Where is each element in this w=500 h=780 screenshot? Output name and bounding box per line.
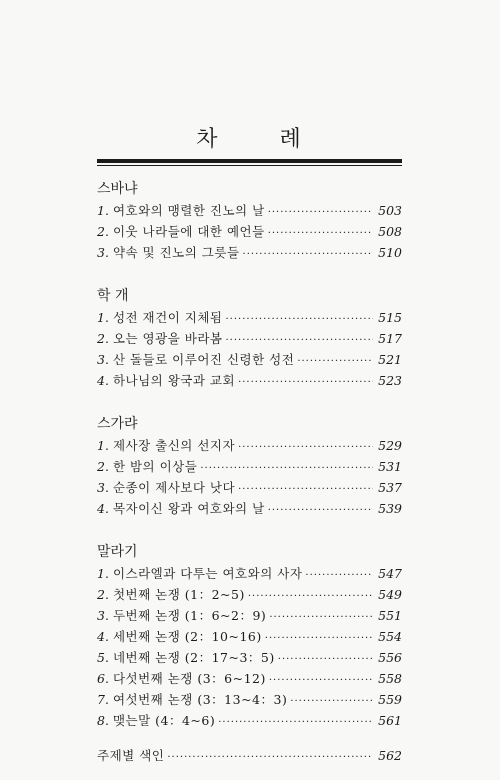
- dot-leader: [269, 670, 373, 691]
- entry-label: 제사장 출신의 선지자: [112, 438, 236, 453]
- dot-leader: [200, 458, 373, 479]
- entry-number: 4.: [97, 373, 109, 388]
- entry-page-number: 547: [378, 566, 402, 581]
- dot-leader: [278, 649, 373, 670]
- entry-page-number: 556: [378, 650, 402, 665]
- entry-number: 1.: [97, 438, 109, 453]
- toc-entry[interactable]: [97, 456, 402, 477]
- entry-page-number: 554: [378, 629, 402, 644]
- entry-page-number: 537: [378, 480, 402, 495]
- entry-number: 1.: [97, 203, 109, 218]
- entry-number: 3.: [97, 245, 109, 260]
- entry-label: 하나님의 왕국과 교회: [112, 373, 236, 388]
- entry-page-number: 510: [378, 245, 402, 260]
- toc-entry[interactable]: [97, 605, 402, 626]
- dot-leader: [290, 691, 373, 712]
- toc-entry[interactable]: [97, 307, 402, 328]
- toc-entry[interactable]: [97, 477, 402, 498]
- toc-section: [97, 541, 402, 731]
- toc-entry[interactable]: [97, 200, 402, 221]
- entry-label: 성전 재건이 지체됨: [112, 310, 223, 325]
- toc-entry[interactable]: [97, 328, 402, 349]
- entry-label: 맺는말 (4：4~6): [112, 713, 216, 728]
- toc-entry[interactable]: [97, 435, 402, 456]
- dot-leader: [226, 309, 374, 330]
- entry-page-number: 521: [378, 352, 402, 367]
- entry-label: 두번째 논쟁 (1：6~2：9): [112, 608, 267, 623]
- dot-leader: [167, 747, 373, 768]
- entry-number: 1.: [97, 566, 109, 581]
- entry-number: 4.: [97, 629, 109, 644]
- entry-label: 약속 및 진노의 그릇들: [112, 245, 240, 260]
- entry-number: 2.: [97, 459, 109, 474]
- title-rule-thin: [97, 165, 402, 166]
- entry-page-number: 551: [378, 608, 402, 623]
- dot-leader: [238, 372, 373, 393]
- entry-page-number: 517: [378, 331, 402, 346]
- entry-label: 산 돌들로 이루어진 신령한 성전: [112, 352, 295, 367]
- toc-entry[interactable]: [97, 498, 402, 519]
- toc-entry[interactable]: [97, 647, 402, 668]
- entry-page-number: 539: [378, 501, 402, 516]
- entry-number: 7.: [97, 692, 109, 707]
- toc-index-entry[interactable]: [97, 745, 402, 766]
- dot-leader: [226, 330, 374, 351]
- section-spacer: [97, 391, 402, 413]
- entry-label: 이웃 나라들에 대한 예언들: [112, 224, 265, 239]
- index-label: 주제별 색인: [97, 748, 165, 763]
- entry-number: 3.: [97, 608, 109, 623]
- entry-label: 첫번째 논쟁 (1：2~5): [112, 587, 245, 602]
- section-heading: 스가랴: [97, 416, 138, 432]
- dot-leader: [268, 500, 373, 521]
- table-of-contents: [97, 178, 402, 766]
- entry-number: 2.: [97, 331, 109, 346]
- dot-leader: [297, 351, 373, 372]
- dot-leader: [268, 202, 373, 223]
- entry-number: 1.: [97, 310, 109, 325]
- entry-page-number: 561: [378, 713, 402, 728]
- toc-entry[interactable]: [97, 370, 402, 391]
- toc-entry[interactable]: [97, 668, 402, 689]
- toc-section: [97, 413, 402, 519]
- title-rule-thick: [97, 159, 402, 163]
- entry-label: 한 밤의 이상들: [112, 459, 198, 474]
- entry-label: 목자이신 왕과 여호와의 날: [112, 501, 265, 516]
- entry-page-number: 515: [378, 310, 402, 325]
- dot-leader: [238, 437, 373, 458]
- entry-page-number: 529: [378, 438, 402, 453]
- entry-label: 오는 영광을 바라봄: [112, 331, 223, 346]
- title-left-char: 차: [196, 127, 220, 152]
- dot-leader: [248, 586, 373, 607]
- toc-entry[interactable]: [97, 242, 402, 263]
- entry-label: 이스라엘과 다투는 여호와의 사자: [112, 566, 303, 581]
- entry-page-number: 531: [378, 459, 402, 474]
- entry-label: 다섯번째 논쟁 (3：6~12): [112, 671, 266, 686]
- dot-leader: [218, 712, 373, 733]
- dot-leader: [269, 607, 373, 628]
- section-spacer: [97, 263, 402, 285]
- section-heading: 학 개: [97, 288, 129, 304]
- entry-page-number: 559: [378, 692, 402, 707]
- entry-label: 네번째 논쟁 (2：17~3：5): [112, 650, 275, 665]
- dot-leader: [265, 628, 373, 649]
- toc-entry[interactable]: [97, 584, 402, 605]
- entry-label: 세번째 논쟁 (2：10~16): [112, 629, 262, 644]
- entry-number: 5.: [97, 650, 109, 665]
- toc-entry[interactable]: [97, 563, 402, 584]
- toc-entry[interactable]: [97, 710, 402, 731]
- entry-number: 2.: [97, 224, 109, 239]
- page-title: [97, 122, 402, 153]
- toc-entry[interactable]: [97, 221, 402, 242]
- entry-label: 여호와의 맹렬한 진노의 날: [112, 203, 265, 218]
- entry-page-number: 523: [378, 373, 402, 388]
- dot-leader: [243, 244, 373, 265]
- toc-section: [97, 178, 402, 263]
- section-heading: 스바냐: [97, 181, 138, 197]
- entry-label: 순종이 제사보다 낫다: [112, 480, 236, 495]
- entry-number: 3.: [97, 352, 109, 367]
- entry-label: 여섯번째 논쟁 (3：13~4：3): [112, 692, 288, 707]
- toc-entry[interactable]: [97, 689, 402, 710]
- index-page-number: 562: [378, 748, 402, 763]
- entry-number: 6.: [97, 671, 109, 686]
- section-heading: 말라기: [97, 544, 138, 560]
- dot-leader: [268, 223, 373, 244]
- entry-number: 4.: [97, 501, 109, 516]
- entry-number: 2.: [97, 587, 109, 602]
- entry-page-number: 558: [378, 671, 402, 686]
- toc-section: [97, 285, 402, 391]
- section-spacer: [97, 519, 402, 541]
- toc-entry[interactable]: [97, 626, 402, 647]
- title-right-char: 례: [279, 127, 303, 152]
- entry-number: 3.: [97, 480, 109, 495]
- entry-number: 8.: [97, 713, 109, 728]
- entry-page-number: 503: [378, 203, 402, 218]
- dot-leader: [305, 565, 373, 586]
- toc-entry[interactable]: [97, 349, 402, 370]
- entry-page-number: 508: [378, 224, 402, 239]
- dot-leader: [238, 479, 373, 500]
- entry-page-number: 549: [378, 587, 402, 602]
